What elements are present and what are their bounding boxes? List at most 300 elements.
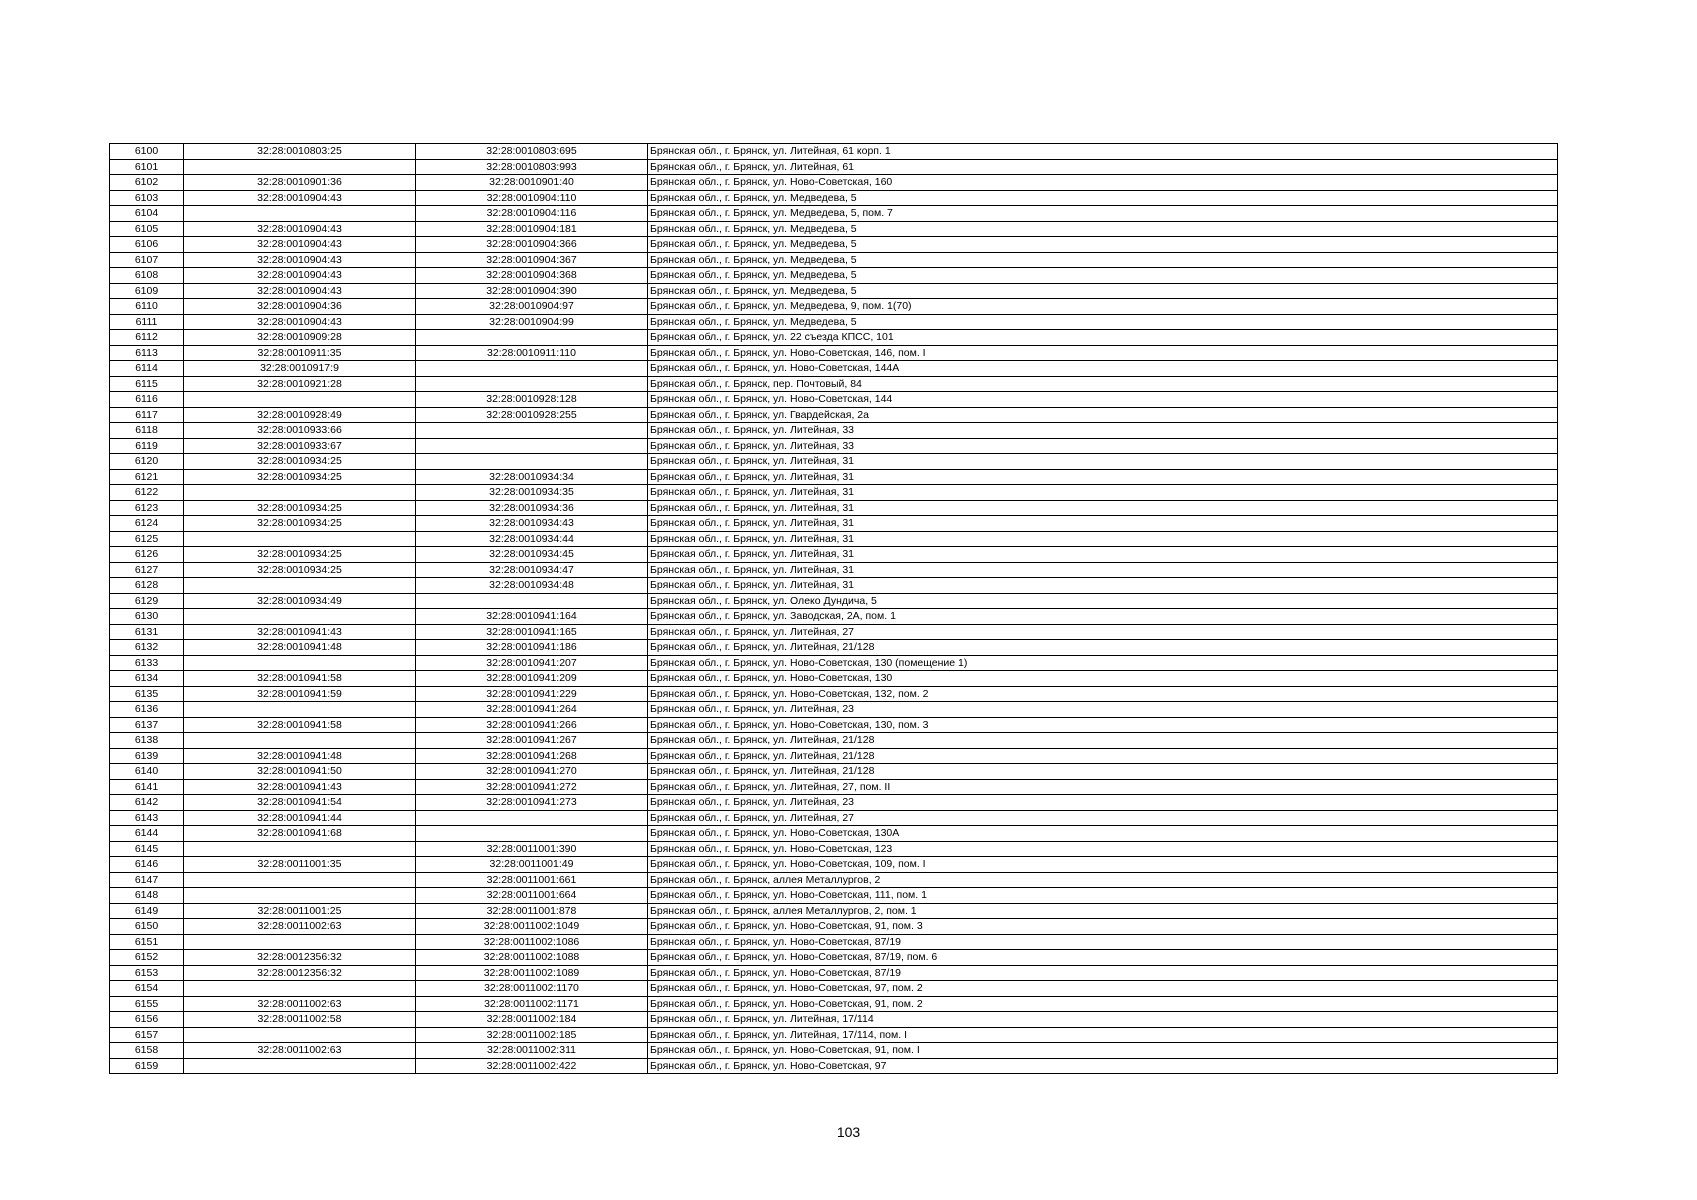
object-cadastral-number-cell: 32:28:0010911:110: [416, 345, 648, 361]
object-cadastral-number-cell: 32:28:0010941:268: [416, 748, 648, 764]
table-row: [110, 965, 1558, 981]
object-cadastral-number-cell: 32:28:0010934:35: [416, 485, 648, 501]
table-row: [110, 872, 1558, 888]
table-row: [110, 779, 1558, 795]
object-cadastral-number-cell: 32:28:0010941:207: [416, 655, 648, 671]
land-cadastral-number-cell: 32:28:0010917:9: [184, 361, 416, 377]
address-cell: Брянская обл., г. Брянск, ул. Литейная, 17/114, пом. I: [648, 1027, 1558, 1043]
table-row: [110, 469, 1558, 485]
address-cell: Брянская обл., г. Брянск, ул. Литейная, 31: [648, 578, 1558, 594]
row-number-cell: 6130: [110, 609, 184, 625]
table-row: [110, 407, 1558, 423]
land-cadastral-number-cell: [184, 392, 416, 408]
address-cell: Брянская обл., г. Брянск, ул. Литейная, 31: [648, 469, 1558, 485]
row-number-cell: 6127: [110, 562, 184, 578]
land-cadastral-number-cell: [184, 1058, 416, 1074]
land-cadastral-number-cell: 32:28:0010911:35: [184, 345, 416, 361]
object-cadastral-number-cell: 32:28:0010803:695: [416, 144, 648, 160]
row-number-cell: 6101: [110, 159, 184, 175]
object-cadastral-number-cell: 32:28:0010904:367: [416, 252, 648, 268]
address-cell: Брянская обл., г. Брянск, ул. Ново-Советская, 130А: [648, 826, 1558, 842]
object-cadastral-number-cell: [416, 423, 648, 439]
land-cadastral-number-cell: [184, 609, 416, 625]
object-cadastral-number-cell: 32:28:0010934:45: [416, 547, 648, 563]
table-row: [110, 159, 1558, 175]
object-cadastral-number-cell: 32:28:0011002:185: [416, 1027, 648, 1043]
object-cadastral-number-cell: 32:28:0010934:43: [416, 516, 648, 532]
row-number-cell: 6140: [110, 764, 184, 780]
object-cadastral-number-cell: 32:28:0010934:47: [416, 562, 648, 578]
object-cadastral-number-cell: 32:28:0010904:110: [416, 190, 648, 206]
row-number-cell: 6129: [110, 593, 184, 609]
table-row: [110, 981, 1558, 997]
address-cell: Брянская обл., г. Брянск, ул. Литейная, 33: [648, 423, 1558, 439]
land-cadastral-number-cell: 32:28:0010909:28: [184, 330, 416, 346]
land-cadastral-number-cell: 32:28:0010941:58: [184, 717, 416, 733]
object-cadastral-number-cell: 32:28:0010941:267: [416, 733, 648, 749]
land-cadastral-number-cell: 32:28:0010941:48: [184, 640, 416, 656]
object-cadastral-number-cell: 32:28:0010904:390: [416, 283, 648, 299]
address-cell: Брянская обл., г. Брянск, аллея Металлургов, 2: [648, 872, 1558, 888]
land-cadastral-number-cell: 32:28:0010904:43: [184, 221, 416, 237]
table-row: [110, 671, 1558, 687]
address-cell: Брянская обл., г. Брянск, пер. Почтовый, 84: [648, 376, 1558, 392]
address-cell: Брянская обл., г. Брянск, ул. Литейная, 33: [648, 438, 1558, 454]
address-cell: Брянская обл., г. Брянск, ул. Ново-Советская, 130, пом. 3: [648, 717, 1558, 733]
row-number-cell: 6132: [110, 640, 184, 656]
table-row: [110, 516, 1558, 532]
address-cell: Брянская обл., г. Брянск, ул. Литейная, 61: [648, 159, 1558, 175]
address-cell: Брянская обл., г. Брянск, ул. Литейная, 31: [648, 531, 1558, 547]
land-cadastral-number-cell: 32:28:0010934:25: [184, 547, 416, 563]
address-cell: Брянская обл., г. Брянск, ул. Ново-Советская, 87/19: [648, 965, 1558, 981]
row-number-cell: 6131: [110, 624, 184, 640]
address-cell: Брянская обл., г. Брянск, ул. Литейная, 23: [648, 702, 1558, 718]
land-cadastral-number-cell: 32:28:0010904:43: [184, 237, 416, 253]
object-cadastral-number-cell: 32:28:0010941:270: [416, 764, 648, 780]
row-number-cell: 6107: [110, 252, 184, 268]
object-cadastral-number-cell: 32:28:0010934:34: [416, 469, 648, 485]
land-cadastral-number-cell: 32:28:0010934:25: [184, 469, 416, 485]
address-cell: Брянская обл., г. Брянск, ул. Заводская, 2А, пом. 1: [648, 609, 1558, 625]
address-cell: Брянская обл., г. Брянск, ул. Медведева, 5: [648, 252, 1558, 268]
address-cell: Брянская обл., г. Брянск, ул. Медведева, 5: [648, 190, 1558, 206]
land-cadastral-number-cell: 32:28:0010934:49: [184, 593, 416, 609]
row-number-cell: 6152: [110, 950, 184, 966]
land-cadastral-number-cell: 32:28:0010904:43: [184, 252, 416, 268]
table-row: [110, 795, 1558, 811]
address-cell: Брянская обл., г. Брянск, ул. Ново-Советская, 132, пом. 2: [648, 686, 1558, 702]
row-number-cell: 6150: [110, 919, 184, 935]
land-cadastral-number-cell: 32:28:0010904:43: [184, 283, 416, 299]
table-row: [110, 361, 1558, 377]
table-row: [110, 640, 1558, 656]
row-number-cell: 6126: [110, 547, 184, 563]
land-cadastral-number-cell: 32:28:0010904:43: [184, 268, 416, 284]
row-number-cell: 6157: [110, 1027, 184, 1043]
object-cadastral-number-cell: 32:28:0010934:36: [416, 500, 648, 516]
land-cadastral-number-cell: 32:28:0010901:36: [184, 175, 416, 191]
address-cell: Брянская обл., г. Брянск, ул. Литейная, 21/128: [648, 764, 1558, 780]
table-row: [110, 314, 1558, 330]
table-row: [110, 423, 1558, 439]
land-cadastral-number-cell: 32:28:0010904:43: [184, 314, 416, 330]
land-cadastral-number-cell: 32:28:0010904:43: [184, 190, 416, 206]
object-cadastral-number-cell: 32:28:0010904:366: [416, 237, 648, 253]
object-cadastral-number-cell: 32:28:0010904:97: [416, 299, 648, 315]
row-number-cell: 6136: [110, 702, 184, 718]
table-row: [110, 175, 1558, 191]
address-cell: Брянская обл., г. Брянск, ул. Ново-Советская, 144: [648, 392, 1558, 408]
land-cadastral-number-cell: 32:28:0010941:58: [184, 671, 416, 687]
table-row: [110, 702, 1558, 718]
address-cell: Брянская обл., г. Брянск, ул. Ново-Советская, 130: [648, 671, 1558, 687]
address-cell: Брянская обл., г. Брянск, ул. Ново-Советская, 123: [648, 841, 1558, 857]
address-cell: Брянская обл., г. Брянск, ул. Литейная, 21/128: [648, 748, 1558, 764]
land-cadastral-number-cell: 32:28:0010921:28: [184, 376, 416, 392]
row-number-cell: 6133: [110, 655, 184, 671]
land-cadastral-number-cell: [184, 531, 416, 547]
land-cadastral-number-cell: [184, 702, 416, 718]
object-cadastral-number-cell: [416, 454, 648, 470]
land-cadastral-number-cell: 32:28:0010941:43: [184, 624, 416, 640]
object-cadastral-number-cell: [416, 330, 648, 346]
land-cadastral-number-cell: 32:28:0010934:25: [184, 500, 416, 516]
table-row: [110, 934, 1558, 950]
row-number-cell: 6155: [110, 996, 184, 1012]
object-cadastral-number-cell: 32:28:0010904:116: [416, 206, 648, 222]
row-number-cell: 6118: [110, 423, 184, 439]
table-row: [110, 221, 1558, 237]
row-number-cell: 6137: [110, 717, 184, 733]
address-cell: Брянская обл., г. Брянск, аллея Металлургов, 2, пом. 1: [648, 903, 1558, 919]
row-number-cell: 6153: [110, 965, 184, 981]
object-cadastral-number-cell: [416, 593, 648, 609]
address-cell: Брянская обл., г. Брянск, ул. Медведева, 5: [648, 221, 1558, 237]
row-number-cell: 6120: [110, 454, 184, 470]
object-cadastral-number-cell: 32:28:0010904:368: [416, 268, 648, 284]
object-cadastral-number-cell: 32:28:0010904:99: [416, 314, 648, 330]
table-row: [110, 283, 1558, 299]
address-cell: Брянская обл., г. Брянск, ул. Ново-Советская, 97, пом. 2: [648, 981, 1558, 997]
address-cell: Брянская обл., г. Брянск, ул. Ново-Советская, 87/19: [648, 934, 1558, 950]
object-cadastral-number-cell: 32:28:0010928:128: [416, 392, 648, 408]
row-number-cell: 6108: [110, 268, 184, 284]
table-row: [110, 330, 1558, 346]
row-number-cell: 6105: [110, 221, 184, 237]
row-number-cell: 6113: [110, 345, 184, 361]
table-row: [110, 624, 1558, 640]
row-number-cell: 6141: [110, 779, 184, 795]
land-cadastral-number-cell: [184, 485, 416, 501]
table-row: [110, 531, 1558, 547]
land-cadastral-number-cell: [184, 841, 416, 857]
row-number-cell: 6151: [110, 934, 184, 950]
object-cadastral-number-cell: 32:28:0010803:993: [416, 159, 648, 175]
object-cadastral-number-cell: [416, 361, 648, 377]
row-number-cell: 6121: [110, 469, 184, 485]
land-cadastral-number-cell: [184, 888, 416, 904]
table-row: [110, 190, 1558, 206]
object-cadastral-number-cell: [416, 438, 648, 454]
row-number-cell: 6115: [110, 376, 184, 392]
land-cadastral-number-cell: [184, 578, 416, 594]
table-row: [110, 841, 1558, 857]
object-cadastral-number-cell: 32:28:0010934:48: [416, 578, 648, 594]
table-row: [110, 748, 1558, 764]
table-row: [110, 1012, 1558, 1028]
land-cadastral-number-cell: 32:28:0010941:50: [184, 764, 416, 780]
land-cadastral-number-cell: 32:28:0010941:68: [184, 826, 416, 842]
table-row: [110, 345, 1558, 361]
row-number-cell: 6122: [110, 485, 184, 501]
land-cadastral-number-cell: 32:28:0010941:59: [184, 686, 416, 702]
object-cadastral-number-cell: 32:28:0010901:40: [416, 175, 648, 191]
land-cadastral-number-cell: [184, 159, 416, 175]
table-row: [110, 562, 1558, 578]
table-row: [110, 903, 1558, 919]
object-cadastral-number-cell: 32:28:0011002:311: [416, 1043, 648, 1059]
table-row: [110, 547, 1558, 563]
object-cadastral-number-cell: 32:28:0011002:1086: [416, 934, 648, 950]
row-number-cell: 6116: [110, 392, 184, 408]
object-cadastral-number-cell: 32:28:0011002:184: [416, 1012, 648, 1028]
address-cell: Брянская обл., г. Брянск, ул. Литейная, 61 корп. 1: [648, 144, 1558, 160]
land-cadastral-number-cell: 32:28:0012356:32: [184, 950, 416, 966]
row-number-cell: 6139: [110, 748, 184, 764]
object-cadastral-number-cell: 32:28:0011002:1171: [416, 996, 648, 1012]
row-number-cell: 6143: [110, 810, 184, 826]
object-cadastral-number-cell: 32:28:0011001:878: [416, 903, 648, 919]
address-cell: Брянская обл., г. Брянск, ул. Медведева, 5: [648, 268, 1558, 284]
page-number: 103: [836, 1124, 861, 1140]
land-cadastral-number-cell: 32:28:0010941:44: [184, 810, 416, 826]
object-cadastral-number-cell: [416, 376, 648, 392]
row-number-cell: 6128: [110, 578, 184, 594]
object-cadastral-number-cell: 32:28:0010941:273: [416, 795, 648, 811]
table-row: [110, 206, 1558, 222]
land-cadastral-number-cell: [184, 733, 416, 749]
object-cadastral-number-cell: [416, 810, 648, 826]
table-row: [110, 655, 1558, 671]
address-cell: Брянская обл., г. Брянск, ул. Литейная, 21/128: [648, 640, 1558, 656]
table-row: [110, 237, 1558, 253]
row-number-cell: 6111: [110, 314, 184, 330]
address-cell: Брянская обл., г. Брянск, ул. Литейная, 27: [648, 810, 1558, 826]
table-row: [110, 919, 1558, 935]
table-row: [110, 454, 1558, 470]
table-row: [110, 392, 1558, 408]
table-row: [110, 950, 1558, 966]
object-cadastral-number-cell: 32:28:0011002:1170: [416, 981, 648, 997]
object-cadastral-number-cell: 32:28:0010941:266: [416, 717, 648, 733]
land-cadastral-number-cell: 32:28:0011002:58: [184, 1012, 416, 1028]
table-row: [110, 857, 1558, 873]
land-cadastral-number-cell: 32:28:0010928:49: [184, 407, 416, 423]
object-cadastral-number-cell: 32:28:0011001:661: [416, 872, 648, 888]
row-number-cell: 6147: [110, 872, 184, 888]
address-cell: Брянская обл., г. Брянск, ул. Гвардейская, 2а: [648, 407, 1558, 423]
row-number-cell: 6148: [110, 888, 184, 904]
land-cadastral-number-cell: 32:28:0010941:48: [184, 748, 416, 764]
address-cell: Брянская обл., г. Брянск, ул. Литейная, 31: [648, 562, 1558, 578]
address-cell: Брянская обл., г. Брянск, ул. Литейная, 31: [648, 547, 1558, 563]
row-number-cell: 6123: [110, 500, 184, 516]
address-cell: Брянская обл., г. Брянск, ул. Медведева, 5, пом. 7: [648, 206, 1558, 222]
row-number-cell: 6149: [110, 903, 184, 919]
row-number-cell: 6135: [110, 686, 184, 702]
land-cadastral-number-cell: 32:28:0011001:25: [184, 903, 416, 919]
row-number-cell: 6102: [110, 175, 184, 191]
row-number-cell: 6104: [110, 206, 184, 222]
address-cell: Брянская обл., г. Брянск, ул. Ново-Советская, 160: [648, 175, 1558, 191]
row-number-cell: 6134: [110, 671, 184, 687]
address-cell: Брянская обл., г. Брянск, ул. Медведева, 5: [648, 314, 1558, 330]
row-number-cell: 6144: [110, 826, 184, 842]
table-row: [110, 1043, 1558, 1059]
row-number-cell: 6156: [110, 1012, 184, 1028]
table-row: [110, 826, 1558, 842]
object-cadastral-number-cell: 32:28:0011002:1049: [416, 919, 648, 935]
row-number-cell: 6146: [110, 857, 184, 873]
table-row: [110, 268, 1558, 284]
table-row: [110, 1058, 1558, 1074]
row-number-cell: 6154: [110, 981, 184, 997]
address-cell: Брянская обл., г. Брянск, ул. Литейная, 27: [648, 624, 1558, 640]
row-number-cell: 6138: [110, 733, 184, 749]
address-cell: Брянская обл., г. Брянск, ул. Литейная, 31: [648, 454, 1558, 470]
row-number-cell: 6145: [110, 841, 184, 857]
land-cadastral-number-cell: [184, 872, 416, 888]
address-cell: Брянская обл., г. Брянск, ул. Медведева, 5: [648, 283, 1558, 299]
land-cadastral-number-cell: 32:28:0010934:25: [184, 562, 416, 578]
address-cell: Брянская обл., г. Брянск, ул. Ново-Советская, 130 (помещение 1): [648, 655, 1558, 671]
table-row: [110, 996, 1558, 1012]
object-cadastral-number-cell: 32:28:0010928:255: [416, 407, 648, 423]
address-cell: Брянская обл., г. Брянск, ул. Литейная, 31: [648, 500, 1558, 516]
table-row: [110, 376, 1558, 392]
table-row: [110, 764, 1558, 780]
object-cadastral-number-cell: 32:28:0010904:181: [416, 221, 648, 237]
address-cell: Брянская обл., г. Брянск, ул. Литейная, 31: [648, 485, 1558, 501]
table-row: [110, 609, 1558, 625]
registry-table-body: [110, 144, 1558, 1074]
object-cadastral-number-cell: 32:28:0011002:422: [416, 1058, 648, 1074]
land-cadastral-number-cell: 32:28:0010941:43: [184, 779, 416, 795]
land-cadastral-number-cell: 32:28:0010933:66: [184, 423, 416, 439]
registry-table: [109, 143, 1558, 1074]
object-cadastral-number-cell: 32:28:0010934:44: [416, 531, 648, 547]
land-cadastral-number-cell: 32:28:0011001:35: [184, 857, 416, 873]
land-cadastral-number-cell: 32:28:0011002:63: [184, 996, 416, 1012]
object-cadastral-number-cell: 32:28:0011001:49: [416, 857, 648, 873]
land-cadastral-number-cell: 32:28:0010934:25: [184, 454, 416, 470]
land-cadastral-number-cell: [184, 206, 416, 222]
table-row: [110, 810, 1558, 826]
table-row: [110, 500, 1558, 516]
address-cell: Брянская обл., г. Брянск, ул. Олеко Дундича, 5: [648, 593, 1558, 609]
row-number-cell: 6110: [110, 299, 184, 315]
land-cadastral-number-cell: [184, 981, 416, 997]
object-cadastral-number-cell: 32:28:0011002:1089: [416, 965, 648, 981]
land-cadastral-number-cell: 32:28:0010934:25: [184, 516, 416, 532]
land-cadastral-number-cell: 32:28:0010941:54: [184, 795, 416, 811]
row-number-cell: 6109: [110, 283, 184, 299]
object-cadastral-number-cell: 32:28:0010941:209: [416, 671, 648, 687]
address-cell: Брянская обл., г. Брянск, ул. Ново-Советская, 87/19, пом. 6: [648, 950, 1558, 966]
object-cadastral-number-cell: 32:28:0010941:264: [416, 702, 648, 718]
land-cadastral-number-cell: [184, 1027, 416, 1043]
address-cell: Брянская обл., г. Брянск, ул. Ново-Советская, 91, пом. 2: [648, 996, 1558, 1012]
address-cell: Брянская обл., г. Брянск, ул. Литейная, 27, пом. II: [648, 779, 1558, 795]
land-cadastral-number-cell: [184, 934, 416, 950]
row-number-cell: 6117: [110, 407, 184, 423]
address-cell: Брянская обл., г. Брянск, ул. Ново-Советская, 111, пом. 1: [648, 888, 1558, 904]
address-cell: Брянская обл., г. Брянск, ул. Литейная, 23: [648, 795, 1558, 811]
object-cadastral-number-cell: 32:28:0010941:165: [416, 624, 648, 640]
table-row: [110, 252, 1558, 268]
table-row: [110, 1027, 1558, 1043]
address-cell: Брянская обл., г. Брянск, ул. Ново-Советская, 91, пом. I: [648, 1043, 1558, 1059]
address-cell: Брянская обл., г. Брянск, ул. Ново-Советская, 91, пом. 3: [648, 919, 1558, 935]
row-number-cell: 6106: [110, 237, 184, 253]
table-row: [110, 717, 1558, 733]
row-number-cell: 6158: [110, 1043, 184, 1059]
row-number-cell: 6103: [110, 190, 184, 206]
object-cadastral-number-cell: 32:28:0010941:164: [416, 609, 648, 625]
address-cell: Брянская обл., г. Брянск, ул. Литейная, 17/114: [648, 1012, 1558, 1028]
land-cadastral-number-cell: 32:28:0012356:32: [184, 965, 416, 981]
address-cell: Брянская обл., г. Брянск, ул. Литейная, 21/128: [648, 733, 1558, 749]
table-row: [110, 733, 1558, 749]
row-number-cell: 6119: [110, 438, 184, 454]
object-cadastral-number-cell: 32:28:0010941:229: [416, 686, 648, 702]
address-cell: Брянская обл., г. Брянск, ул. Медведева, 9, пом. 1(70): [648, 299, 1558, 315]
address-cell: Брянская обл., г. Брянск, ул. Ново-Советская, 97: [648, 1058, 1558, 1074]
land-cadastral-number-cell: 32:28:0011002:63: [184, 1043, 416, 1059]
row-number-cell: 6124: [110, 516, 184, 532]
object-cadastral-number-cell: 32:28:0010941:186: [416, 640, 648, 656]
land-cadastral-number-cell: 32:28:0010803:25: [184, 144, 416, 160]
row-number-cell: 6142: [110, 795, 184, 811]
object-cadastral-number-cell: 32:28:0010941:272: [416, 779, 648, 795]
row-number-cell: 6159: [110, 1058, 184, 1074]
address-cell: Брянская обл., г. Брянск, ул. Ново-Советская, 109, пом. I: [648, 857, 1558, 873]
address-cell: Брянская обл., г. Брянск, ул. Медведева, 5: [648, 237, 1558, 253]
table-row: [110, 485, 1558, 501]
table-row: [110, 144, 1558, 160]
row-number-cell: 6125: [110, 531, 184, 547]
address-cell: Брянская обл., г. Брянск, ул. Ново-Советская, 146, пом. I: [648, 345, 1558, 361]
table-row: [110, 888, 1558, 904]
table-row: [110, 593, 1558, 609]
registry-sheet: [109, 143, 1557, 1074]
row-number-cell: 6112: [110, 330, 184, 346]
address-cell: Брянская обл., г. Брянск, ул. Литейная, 31: [648, 516, 1558, 532]
table-row: [110, 299, 1558, 315]
land-cadastral-number-cell: [184, 655, 416, 671]
table-row: [110, 438, 1558, 454]
row-number-cell: 6100: [110, 144, 184, 160]
object-cadastral-number-cell: 32:28:0011001:664: [416, 888, 648, 904]
land-cadastral-number-cell: 32:28:0010904:36: [184, 299, 416, 315]
row-number-cell: 6114: [110, 361, 184, 377]
address-cell: Брянская обл., г. Брянск, ул. 22 съезда КПСС, 101: [648, 330, 1558, 346]
land-cadastral-number-cell: 32:28:0011002:63: [184, 919, 416, 935]
object-cadastral-number-cell: 32:28:0011001:390: [416, 841, 648, 857]
object-cadastral-number-cell: 32:28:0011002:1088: [416, 950, 648, 966]
table-row: [110, 686, 1558, 702]
